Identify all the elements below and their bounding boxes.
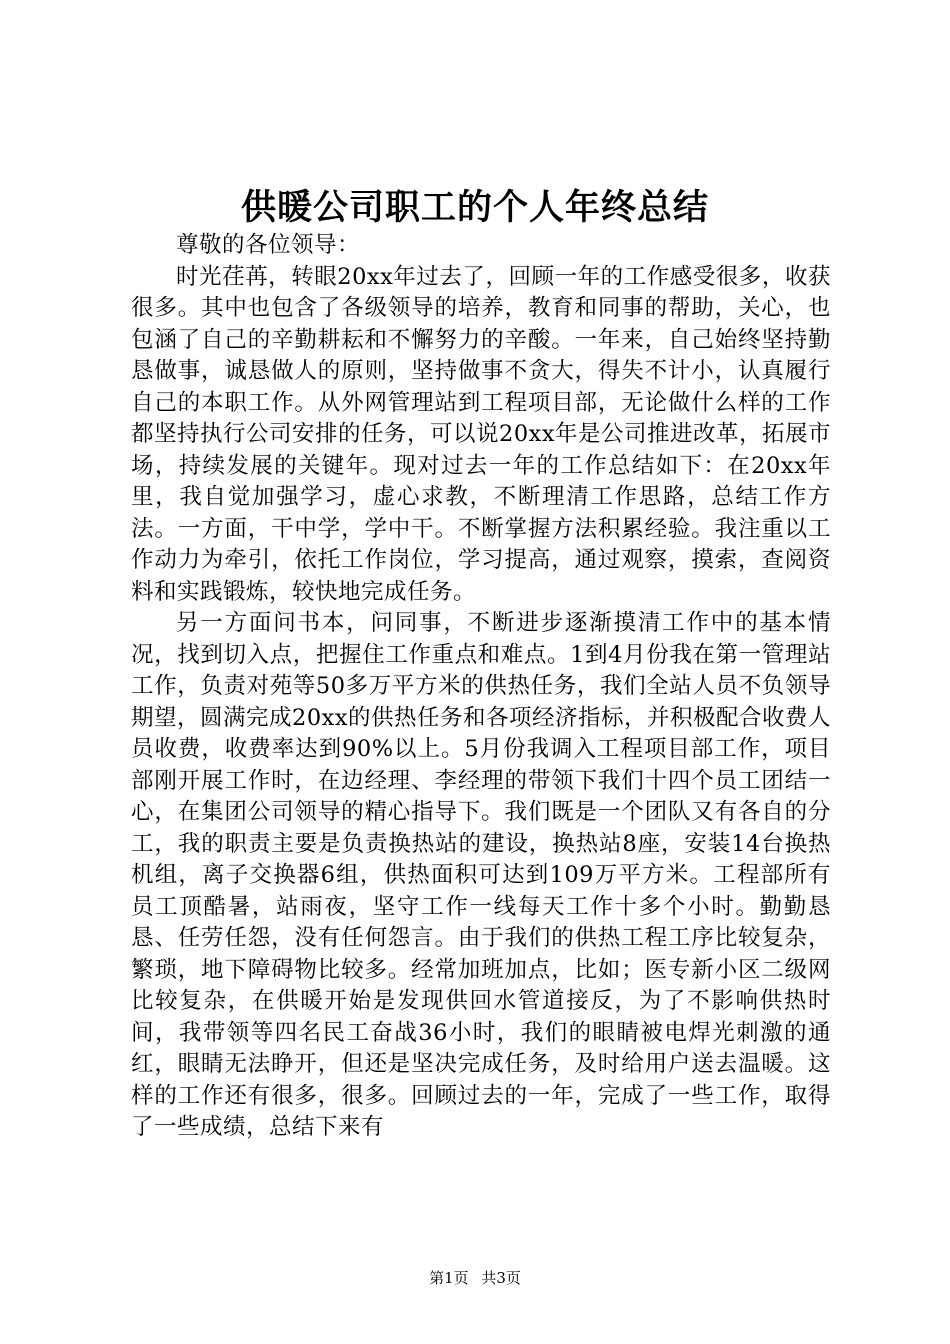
document-title: 供暖公司职工的个人年终总结 (240, 187, 709, 228)
paragraph-1: 时光荏苒，转眼20xx年过去了，回顾一年的工作感受很多，收获很多。其中也包含了各级领导的培养，教育和同事的帮助，关心，也包涵了自己的辛勤耕耘和不懈努力的辛酸。一年来，自己始终坚持勤恳做事，诚恳做人的原则，坚持做事不贪大，得失不计小，认真履行自己的本职工作。从外网管理站到工程项目部，无论做什么样的工作都坚持执行公司安排的任务，可以说20xx年是公司推进改革，拓展市场，持续发展的关键年。现对过去一年的工作总结如下：在20xx年里，我自觉加强学习，虚心求教，不断理清工作思路，总结工作方法。一方面，干中学，学中干。不断掌握方法积累经验。我注重以工作动力为牵引，依托工作岗位，学习提高，通过观察，摸索，查阅资料和实践锻炼，较快地完成任务。 (131, 263, 832, 605)
page-footer (0, 1268, 950, 1288)
page-total: 共3页 (481, 1269, 521, 1287)
page-number: 第1页 (429, 1269, 469, 1287)
salutation: 尊敬的各位领导： (176, 232, 361, 258)
paragraph-2: 另一方面问书本，问同事，不断进步逐渐摸清工作中的基本情况，找到切入点，把握住工作重点和难点。1到4月份我在第一管理站工作，负责对苑等50多万平方米的供热任务，我们全站人员不负领导期望，圆满完成20xx的供热任务和各项经济指标，并积极配合收费人员收费，收费率达到90%以上。5月份我调入工程项目部工作，项目部刚开展工作时，在边经理、李经理的带领下我们十四个员工团结一心，在集团公司领导的精心指导下。我们既是一个团队又有各自的分工，我的职责主要是负责换热站的建设，换热站8座，安装14台换热机组，离子交换器6组，供热面积可达到109万平方米。工程部所有员工顶酷暑，站雨夜，坚守工作一线每天工作十多个小时。勤勤恳恳、任劳任怨，没有任何怨言。由于我们的供热工程工序比较复杂，繁琐，地下障碍物比较多。经常加班加点，比如；医专新小区二级网比较复杂，在供暖开始是发现供回水管道接反，为了不影响供热时间，我带领等四名民工奋战36小时，我们的眼睛被电焊光刺激的通红，眼睛无法睁开，但还是坚决完成任务，及时给用户送去温暖。这样的工作还有很多，很多。回顾过去的一年，完成了一些工作，取得了一些成绩，总结下来有 (131, 610, 832, 1140)
document-body (131, 230, 831, 1144)
